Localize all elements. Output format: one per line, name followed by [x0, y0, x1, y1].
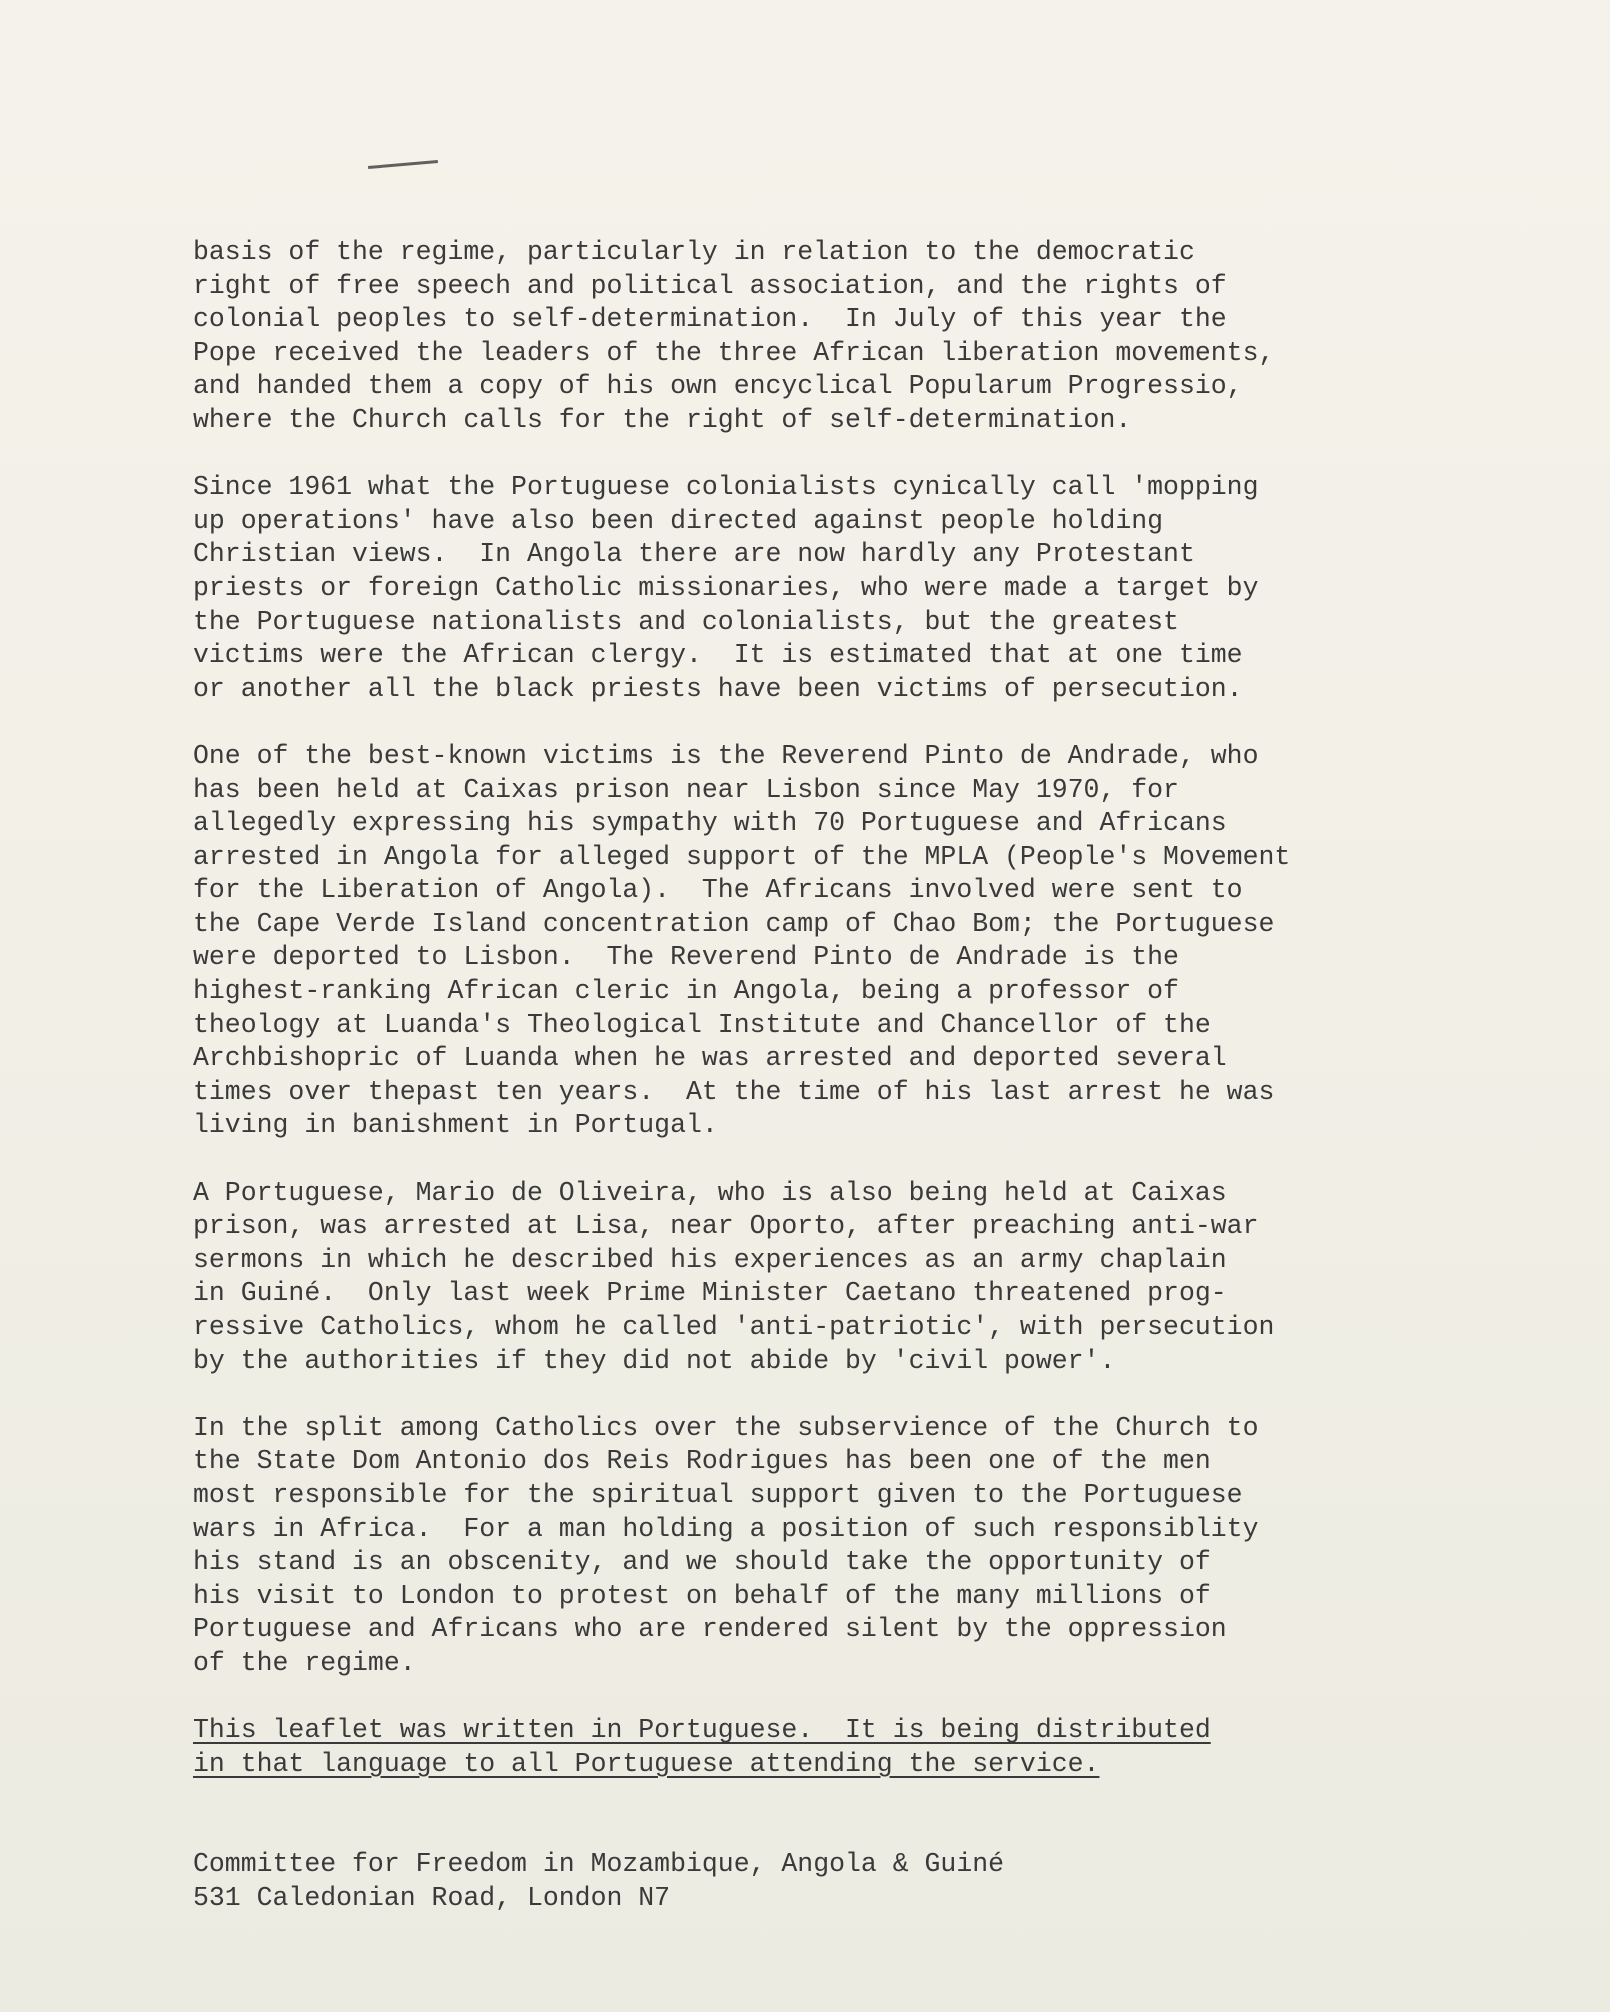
street-address: 531 Caledonian Road, London N7 [193, 1882, 671, 1913]
text-line: Christian views. In Angola there are now hardly any Protestant [193, 539, 1195, 570]
text-line: A Portuguese, Mario de Oliveira, who is also being held at Caixas [193, 1177, 1227, 1208]
text-line: and handed them a copy of his own encyclical Popularum Progressio, [193, 371, 1243, 402]
text-line: the State Dom Antonio dos Reis Rodrigues has been one of the men [193, 1446, 1211, 1477]
text-line: times over thepast ten years. At the time of his last arrest he was [193, 1076, 1275, 1107]
text-line: theology at Luanda's Theological Institute and Chancellor of the [193, 1009, 1211, 1040]
text-line: arrested in Angola for alleged support of the MPLA (People's Movement [193, 841, 1291, 872]
text-line: has been held at Caixas prison near Lisbon since May 1970, for [193, 774, 1179, 805]
text-line: victims were the African clergy. It is estimated that at one time [193, 640, 1243, 671]
text-line: Archbishopric of Luanda when he was arrested and deported several [193, 1043, 1227, 1074]
text-line: basis of the regime, particularly in relation to the democratic [193, 237, 1195, 267]
paragraph-1 [193, 236, 1453, 438]
text-line: his visit to London to protest on behalf of the many millions of [193, 1580, 1211, 1611]
text-line: right of free speech and political association, and the rights of [193, 270, 1227, 301]
text-line: for the Liberation of Angola). The Africans involved were sent to [193, 875, 1243, 906]
text-line: in Guiné. Only last week Prime Minister Caetano threatened prog- [193, 1278, 1227, 1309]
text-line: priests or foreign Catholic missionaries, who were made a target by [193, 572, 1259, 603]
text-line: ressive Catholics, whom he called 'anti-patriotic', with persecution [193, 1312, 1275, 1342]
text-line: sermons in which he described his experiences as an army chaplain [193, 1244, 1227, 1275]
text-line: highest-ranking African cleric in Angola, being a professor of [193, 976, 1179, 1007]
sender-address [193, 1848, 1453, 1915]
text-line: or another all the black priests have been victims of persecution. [193, 673, 1243, 704]
text-line: Since 1961 what the Portuguese colonialists cynically call 'mopping [193, 472, 1259, 503]
text-line: up operations' have also been directed against people holding [193, 505, 1164, 536]
note-line: This leaflet was written in Portuguese. It is being distributed [193, 1715, 1211, 1746]
text-line: colonial peoples to self-determination. In July of this year the [193, 304, 1227, 335]
text-line: wars in Africa. For a man holding a position of such responsiblity [193, 1513, 1259, 1544]
text-line: In the split among Catholics over the subservience of the Church to [193, 1412, 1259, 1443]
paragraph-2 [193, 471, 1453, 706]
text-line: the Portuguese nationalists and colonialists, but the greatest [193, 606, 1179, 637]
body-text [193, 236, 1453, 1949]
organization-name: Committee for Freedom in Mozambique, Angola & Guiné [193, 1849, 1005, 1880]
text-line: Portuguese and Africans who are rendered silent by the oppression [193, 1614, 1227, 1645]
text-line: One of the best-known victims is the Reverend Pinto de Andrade, who [193, 740, 1259, 771]
paragraph-4 [193, 1177, 1453, 1379]
underlined-note [193, 1714, 1453, 1781]
text-line: were deported to Lisbon. The Reverend Pinto de Andrade is the [193, 942, 1179, 973]
text-line: Pope received the leaders of the three African liberation movements, [193, 337, 1275, 368]
text-line: his stand is an obscenity, and we should take the opportunity of [193, 1547, 1211, 1578]
text-line: where the Church calls for the right of self-determination. [193, 404, 1132, 435]
text-line: most responsible for the spiritual support given to the Portuguese [193, 1479, 1243, 1510]
note-line: in that language to all Portuguese attending the service. [193, 1748, 1100, 1779]
paragraph-5 [193, 1412, 1453, 1681]
text-line: the Cape Verde Island concentration camp of Chao Bom; the Portuguese [193, 908, 1275, 939]
stray-pen-mark [368, 160, 438, 169]
paragraph-3 [193, 740, 1453, 1143]
text-line: living in banishment in Portugal. [193, 1110, 718, 1141]
text-line: prison, was arrested at Lisa, near Oporto, after preaching anti-war [193, 1211, 1259, 1242]
text-line: by the authorities if they did not abide by 'civil power'. [193, 1345, 1116, 1376]
text-line: allegedly expressing his sympathy with 70 Portuguese and Africans [193, 808, 1227, 839]
text-line: of the regime. [193, 1647, 416, 1678]
